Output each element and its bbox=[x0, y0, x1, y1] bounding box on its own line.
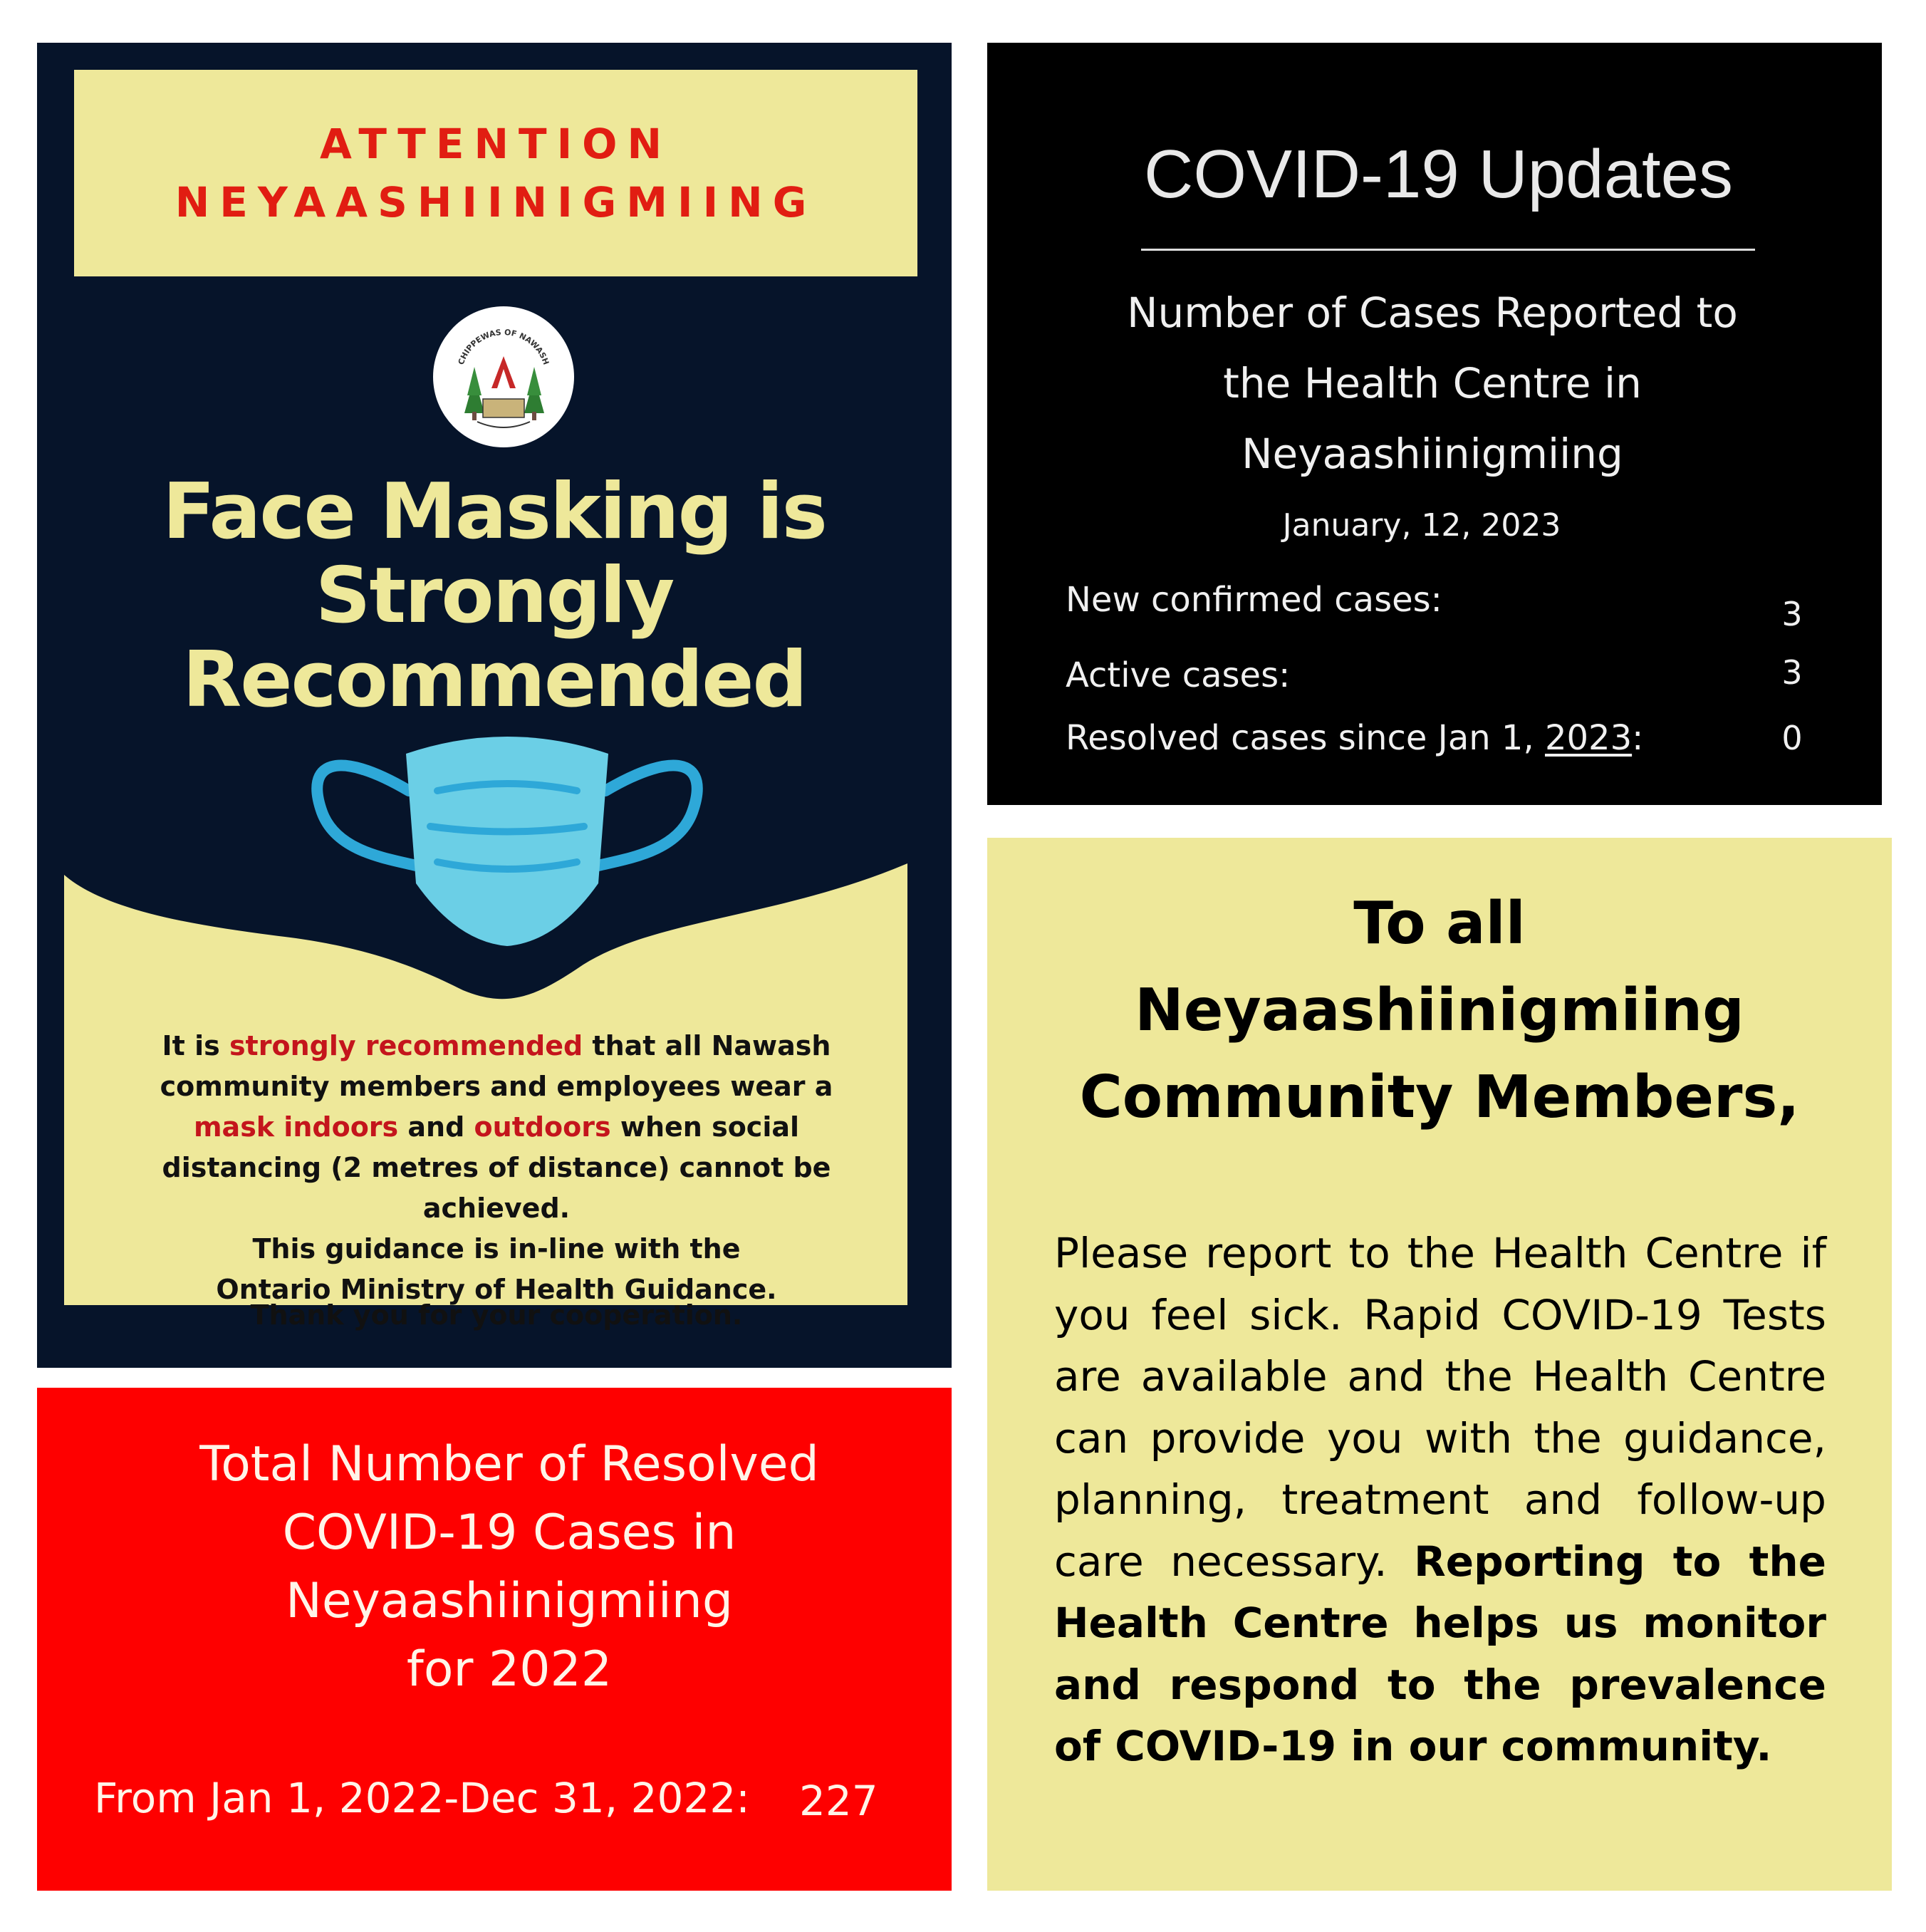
attention-title: ATTENTION bbox=[320, 120, 672, 168]
guidance-text: It is bbox=[162, 1030, 229, 1061]
subtitle-line: the Health Centre in bbox=[1223, 359, 1642, 407]
resolved-cases-value: 0 bbox=[1781, 719, 1803, 757]
face-mask-icon bbox=[308, 705, 707, 947]
resolved-cases-label bbox=[1066, 717, 1778, 759]
resolved-label-colon: : bbox=[1632, 718, 1644, 758]
mask-guidance-text bbox=[115, 1026, 878, 1310]
active-cases-label: Active cases: bbox=[1066, 655, 1291, 695]
chippewas-of-nawash-logo bbox=[433, 306, 574, 447]
new-cases-label: New confirmed cases: bbox=[1066, 580, 1442, 620]
resolved-label-year: 2023 bbox=[1544, 718, 1633, 758]
updates-date: January, 12, 2023 bbox=[1282, 507, 1561, 544]
guidance-highlight: outdoors bbox=[474, 1111, 611, 1143]
message-body bbox=[1054, 1222, 1826, 1777]
title-divider bbox=[1141, 249, 1755, 251]
guidance-text: and bbox=[398, 1111, 474, 1143]
guidance-text: when social distancing (2 metres of distance) cannot be achieved. bbox=[162, 1111, 831, 1224]
resolved-title-line: Neyaashiinigmiing bbox=[285, 1573, 734, 1629]
headline-line: Strongly bbox=[315, 551, 674, 640]
headline-line: Recommended bbox=[182, 635, 806, 724]
updates-title: COVID-19 Updates bbox=[1144, 136, 1734, 212]
guidance-text: Ontario Ministry of Health Guidance. bbox=[216, 1274, 777, 1305]
message-body-emphasis: Reporting to the Health Centre helps us monitor and respond to the prevalence of COVID-19 in our community. bbox=[1054, 1537, 1826, 1770]
resolved-title-line: for 2022 bbox=[406, 1641, 613, 1698]
covid-updates-panel bbox=[987, 43, 1882, 805]
message-body-text: Please report to the Health Centre if you feel sick. Rapid COVID-19 Tests are available and the Health Centre can provide you with the guidance, planning, treatment and follow-up care necessary. bbox=[1054, 1229, 1826, 1586]
new-cases-value: 3 bbox=[1781, 595, 1803, 633]
mask-headline bbox=[37, 467, 952, 724]
resolved-date-range: From Jan 1, 2022-Dec 31, 2022: bbox=[94, 1774, 750, 1822]
message-heading-line: Community Members, bbox=[1079, 1064, 1800, 1131]
resolved-title-line: Total Number of Resolved bbox=[199, 1436, 819, 1492]
subtitle-line: Number of Cases Reported to bbox=[1127, 289, 1738, 337]
message-heading-line: To all bbox=[1353, 890, 1526, 957]
resolved-title bbox=[37, 1430, 982, 1704]
message-heading bbox=[987, 881, 1892, 1141]
community-message-panel bbox=[987, 838, 1892, 1891]
svg-text:CHIPPEWAS OF NAWASH: CHIPPEWAS OF NAWASH bbox=[456, 327, 551, 366]
guidance-text: This guidance is in-line with the bbox=[252, 1233, 741, 1264]
message-heading-line: Neyaashiinigmiing bbox=[1135, 977, 1744, 1044]
updates-subtitle bbox=[1094, 278, 1771, 489]
guidance-text: that all Nawash community members and employees wear a bbox=[160, 1030, 833, 1102]
resolved-title-line: COVID-19 Cases in bbox=[282, 1505, 736, 1561]
resolved-cases-panel bbox=[37, 1388, 952, 1891]
mask-poster bbox=[37, 43, 952, 1368]
guidance-highlight: strongly recommended bbox=[229, 1030, 583, 1061]
active-cases-value: 3 bbox=[1781, 653, 1803, 692]
attention-community: NEYAASHIINIGMIING bbox=[175, 178, 817, 227]
resolved-label-text: Resolved cases since Jan 1, bbox=[1066, 718, 1545, 758]
headline-line: Face Masking is bbox=[162, 467, 826, 556]
subtitle-line: Neyaashiinigmiing bbox=[1242, 430, 1623, 478]
guidance-highlight: mask indoors bbox=[193, 1111, 399, 1143]
resolved-total-count: 227 bbox=[799, 1777, 878, 1825]
attention-banner bbox=[74, 70, 917, 276]
thank-you-text: Thank you for your cooperation. bbox=[250, 1299, 743, 1331]
